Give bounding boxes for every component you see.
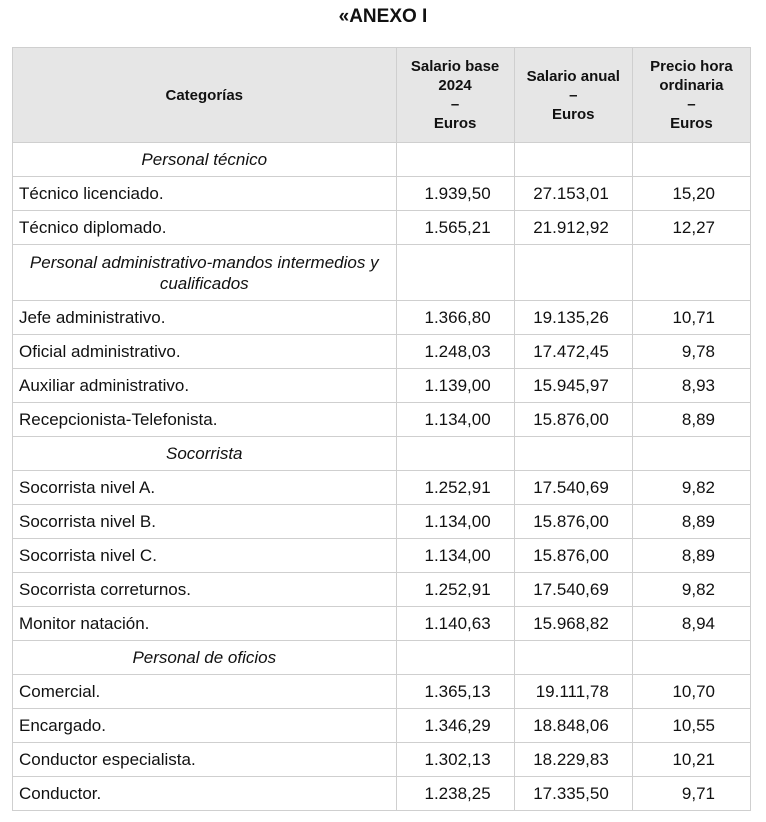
salario-base-cell: 1.140,63 xyxy=(396,607,514,641)
table-row xyxy=(13,777,751,811)
category-cell: Socorrista nivel C. xyxy=(13,539,397,573)
section-row xyxy=(13,641,751,675)
empty-cell xyxy=(514,641,632,675)
table-row xyxy=(13,369,751,403)
table-row xyxy=(13,301,751,335)
section-title: Personal administrativo-mandos intermedios y cualificados xyxy=(13,245,397,301)
salario-anual-cell: 21.912,92 xyxy=(514,211,632,245)
section-title: Personal técnico xyxy=(13,143,397,177)
precio-hora-cell: 8,93 xyxy=(632,369,750,403)
category-cell: Recepcionista-Telefonista. xyxy=(13,403,397,437)
salary-table xyxy=(12,47,751,811)
page-title: «ANEXO I xyxy=(338,6,428,27)
empty-cell xyxy=(514,143,632,177)
category-cell: Jefe administrativo. xyxy=(13,301,397,335)
precio-hora-cell: 9,82 xyxy=(632,573,750,607)
table-row xyxy=(13,505,751,539)
salario-anual-cell: 27.153,01 xyxy=(514,177,632,211)
precio-hora-cell: 15,20 xyxy=(632,177,750,211)
table-row xyxy=(13,403,751,437)
section-row xyxy=(13,143,751,177)
category-cell: Conductor especialista. xyxy=(13,743,397,777)
category-cell: Socorrista nivel B. xyxy=(13,505,397,539)
table-row xyxy=(13,709,751,743)
section-title: Socorrista xyxy=(13,437,397,471)
salario-anual-cell: 18.229,83 xyxy=(514,743,632,777)
table-row xyxy=(13,675,751,709)
category-cell: Socorrista correturnos. xyxy=(13,573,397,607)
category-cell: Conductor. xyxy=(13,777,397,811)
salario-base-cell: 1.238,25 xyxy=(396,777,514,811)
empty-cell xyxy=(514,437,632,471)
empty-cell xyxy=(632,245,750,301)
empty-cell xyxy=(632,143,750,177)
salario-base-cell: 1.565,21 xyxy=(396,211,514,245)
salario-anual-cell: 17.540,69 xyxy=(514,573,632,607)
section-title: Personal de oficios xyxy=(13,641,397,675)
empty-cell xyxy=(396,143,514,177)
salario-base-cell: 1.366,80 xyxy=(396,301,514,335)
header-line: Salario anual xyxy=(526,67,620,85)
table-row xyxy=(13,177,751,211)
header-line: Precio hora xyxy=(650,58,733,75)
salario-base-cell: 1.939,50 xyxy=(396,177,514,211)
table-row xyxy=(13,573,751,607)
category-cell: Comercial. xyxy=(13,675,397,709)
salario-anual-cell: 15.945,97 xyxy=(514,369,632,403)
table-row xyxy=(13,607,751,641)
table-row xyxy=(13,743,751,777)
table-body xyxy=(13,143,751,811)
category-cell: Oficial administrativo. xyxy=(13,335,397,369)
category-cell: Técnico licenciado. xyxy=(13,177,397,211)
salario-anual-cell: 17.540,69 xyxy=(514,471,632,505)
empty-cell xyxy=(514,245,632,301)
salario-anual-cell: 15.968,82 xyxy=(514,607,632,641)
precio-hora-cell: 10,21 xyxy=(632,743,750,777)
salario-anual-cell: 15.876,00 xyxy=(514,539,632,573)
empty-cell xyxy=(396,437,514,471)
salario-base-cell: 1.134,00 xyxy=(396,505,514,539)
table-row xyxy=(13,471,751,505)
salario-base-cell: 1.248,03 xyxy=(396,335,514,369)
precio-hora-cell: 9,78 xyxy=(632,335,750,369)
header-line: – xyxy=(569,86,578,104)
salario-anual-cell: 15.876,00 xyxy=(514,505,632,539)
precio-hora-cell: 8,94 xyxy=(632,607,750,641)
salario-anual-cell: 17.472,45 xyxy=(514,335,632,369)
salario-base-cell: 1.365,13 xyxy=(396,675,514,709)
empty-cell xyxy=(632,437,750,471)
table-row xyxy=(13,539,751,573)
header-line: Euros xyxy=(551,105,595,123)
category-cell: Auxiliar administrativo. xyxy=(13,369,397,403)
salario-base-cell: 1.252,91 xyxy=(396,471,514,505)
precio-hora-cell: 9,71 xyxy=(632,777,750,811)
precio-hora-cell: 10,55 xyxy=(632,709,750,743)
salario-anual-cell: 18.848,06 xyxy=(514,709,632,743)
empty-cell xyxy=(396,245,514,301)
precio-hora-cell: 9,82 xyxy=(632,471,750,505)
category-cell: Técnico diplomado. xyxy=(13,211,397,245)
section-row xyxy=(13,437,751,471)
table-row xyxy=(13,211,751,245)
precio-hora-cell: 10,71 xyxy=(632,301,750,335)
salario-base-cell: 1.134,00 xyxy=(396,539,514,573)
category-cell: Monitor natación. xyxy=(13,607,397,641)
precio-hora-cell: 12,27 xyxy=(632,211,750,245)
salario-anual-cell: 15.876,00 xyxy=(514,403,632,437)
header-line: – xyxy=(450,96,460,113)
header-line: 2024 xyxy=(438,77,472,94)
header-salario-anual xyxy=(514,48,632,143)
precio-hora-cell: 10,70 xyxy=(632,675,750,709)
header-categorias: Categorías xyxy=(13,48,397,143)
empty-cell xyxy=(632,641,750,675)
header-precio-hora xyxy=(632,48,750,143)
category-cell: Socorrista nivel A. xyxy=(13,471,397,505)
salario-base-cell: 1.302,13 xyxy=(396,743,514,777)
empty-cell xyxy=(396,641,514,675)
precio-hora-cell: 8,89 xyxy=(632,505,750,539)
salario-anual-cell: 19.135,26 xyxy=(514,301,632,335)
header-line: Euros xyxy=(433,115,477,132)
table-header-row xyxy=(13,48,751,143)
salario-anual-cell: 17.335,50 xyxy=(514,777,632,811)
precio-hora-cell: 8,89 xyxy=(632,403,750,437)
header-salario-base xyxy=(396,48,514,143)
table-row xyxy=(13,335,751,369)
header-line: Euros xyxy=(670,115,713,132)
salario-base-cell: 1.252,91 xyxy=(396,573,514,607)
header-line: – xyxy=(687,96,696,113)
category-cell: Encargado. xyxy=(13,709,397,743)
salario-anual-cell: 19.111,78 xyxy=(514,675,632,709)
section-row xyxy=(13,245,751,301)
header-line: Salario base xyxy=(410,58,500,75)
salario-base-cell: 1.139,00 xyxy=(396,369,514,403)
precio-hora-cell: 8,89 xyxy=(632,539,750,573)
salario-base-cell: 1.134,00 xyxy=(396,403,514,437)
header-line: ordinaria xyxy=(659,77,724,94)
salario-base-cell: 1.346,29 xyxy=(396,709,514,743)
